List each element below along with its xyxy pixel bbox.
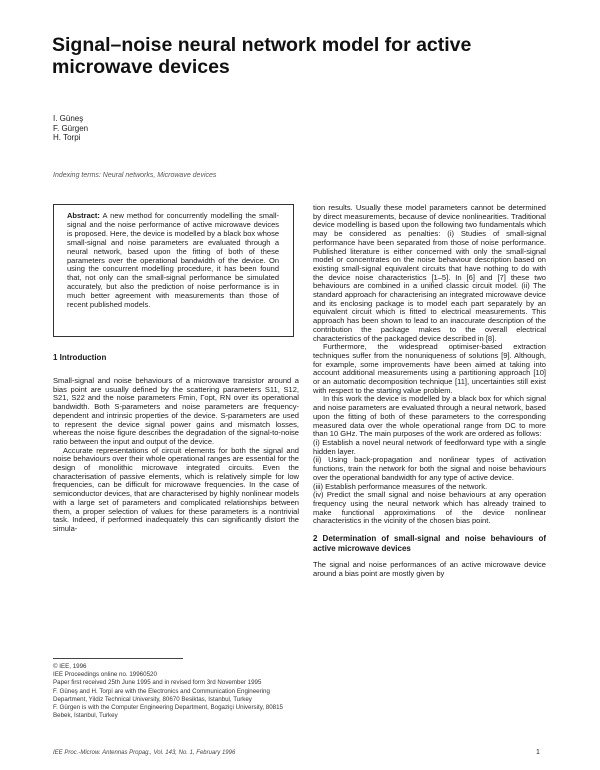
paragraph: Furthermore, the widespread optimiser-based extraction techniques suffer from the nonuniqueness of solutions [9]. Although, for example, some improvements have been aimed at taking into account additional measurements using a partitioning approach [10] or an automatic decomposition technique [11], uncertainties still exist with respect to the starting value problem. [313, 342, 546, 395]
author-name: I. Güneş [53, 114, 84, 123]
abstract-body: A new method for concurrently modelling the small-signal and the noise performance of active microwave devices is proposed. Here, the device is modelled by a black box whose small-signal and noise parameters are evaluated through a neural network, based upon the fitting of both of these parameters over the operational bandwidth of the device. On using the concurrent modelling procedure, it has been found that, not only can the small-signal performance be simulated accurately, but also the prediction of noise performance is in much better agreement with measurements than those of recent published models. [67, 211, 279, 310]
index-terms: Indexing terms: Neural networks, Microwave devices [53, 172, 217, 179]
abstract [67, 212, 279, 310]
list-item: (i) Establish a novel neural network of feedforward type with a single hidden layer. [313, 437, 546, 456]
journal-footer: IEE Proc.-Microw. Antennas Propag., Vol. 143, No. 1, February 1996 [53, 750, 236, 756]
list-item: (ii) Using back-propagation and nonlinear types of activation functions, train the network for both the signal and noise behaviours over the operational bandwidth for any type of active device. [313, 455, 546, 482]
footnote: F. Gürgen is with the Computer Engineering Department, Bogaziçi University, 80815 Bebek, Istanbul, Turkey [53, 704, 283, 720]
footnote: IEE Proceedings online no. 19960520 [53, 671, 157, 679]
footnote: © IEE, 1996 [53, 663, 87, 670]
paragraph: tion results. Usually these model parameters cannot be determined by direct measurements, because of device nonlinearities. Traditional device modelling is based upon the following two fundamentals which may be considered as penalties: (i) Studies of small-signal performance have been separated from those of noise performance. Published literature is either concerned with only the small-signal model or concentrates on the noise behaviour description based on existing small-signal equivalent circuits that have nothing to do with the device noise characteristics [1–5]. In [6] and [7] these two behaviours are combined in a unified classic circuit model. (ii) The standard approach for characterising an integrated microwave device and its enclosing package is to model each part separately by an equivalent circuit which is fitted to electrical measurements. This approach has been shown to lead to an inaccurate description of the contribution the package makes to the overall electrical characteristics of the packaged device described in [8]. [313, 203, 546, 343]
section-heading: 2 Determination of small-signal and noise behaviours of active microwave devices [313, 534, 546, 554]
paper-title: Signal–noise neural network model for active microwave devices [52, 34, 472, 78]
list-item: (iv) Predict the small signal and noise behaviours at any operation frequency using the neural network which has already trained to make functional approximations of the device nonlinear characteristics in the vicinity of the chosen bias point. [313, 490, 546, 526]
author-list [53, 114, 88, 143]
author-name: F. Gürgen [53, 123, 89, 133]
paragraph: Small-signal and noise behaviours of a microwave transistor around a bias point are usually defined by the scattering parameters S11, S12, S21, S22 and the noise parameters Fmin, Γopt, RN over its operational bandwidth. Both S-parameters and noise parameters are frequency-dependent and intrinsic properties of the device. S-parameters are used to represent the device signal power gains and mismatch losses, whereas the noise figure describes the degradation of the signal-to-noise ratio between the input and output of the device. [53, 376, 299, 446]
paragraph: The signal and noise performances of an active microwave device around a bias point are mostly given by [313, 560, 546, 578]
footnote: F. Güneş and H. Torpi are with the Electronics and Communication Engineering Department, Yildiz Technical University, 80670 Besiktas, Istanbul, Turkey [53, 687, 270, 703]
abstract-label: Abstract: [67, 211, 100, 220]
section-heading: 1 Introduction [53, 353, 107, 362]
footnote: Paper first received 25th June 1995 and in revised form 3rd November 1995 [53, 679, 262, 687]
page-number: 1 [536, 749, 540, 756]
footnote-rule [53, 658, 183, 659]
list-item: (iii) Establish performance measures of the network. [313, 481, 488, 491]
paragraph: Accurate representations of circuit elements for both the signal and noise behaviours over their whole operational ranges are essential for the design of monolithic microwave integrated circuits. Even the characterisation of passive elements, which is relatively simple for low frequencies, can be difficult for microwave frequencies. In the case of semiconductor devices, that are characterised by highly nonlinear models with a large set of parameters and complicated relationships between them, a proper selection of values for these parameters is a nontrivial task. Indeed, if performed inadequately this can significantly distort the simula- [53, 445, 299, 533]
author-name: H. Torpi [53, 133, 81, 142]
footnotes [53, 658, 299, 720]
right-column [313, 204, 546, 578]
left-column [53, 377, 299, 534]
paragraph: In this work the device is modelled by a black box for which signal and noise parameters are evaluated through a neural network, based upon the fitting of both of these parameters to the corresponding measured data over the whole operational range from DC to more than 10 GHz. The main purposes of the work are ordered as follows: [313, 394, 546, 439]
